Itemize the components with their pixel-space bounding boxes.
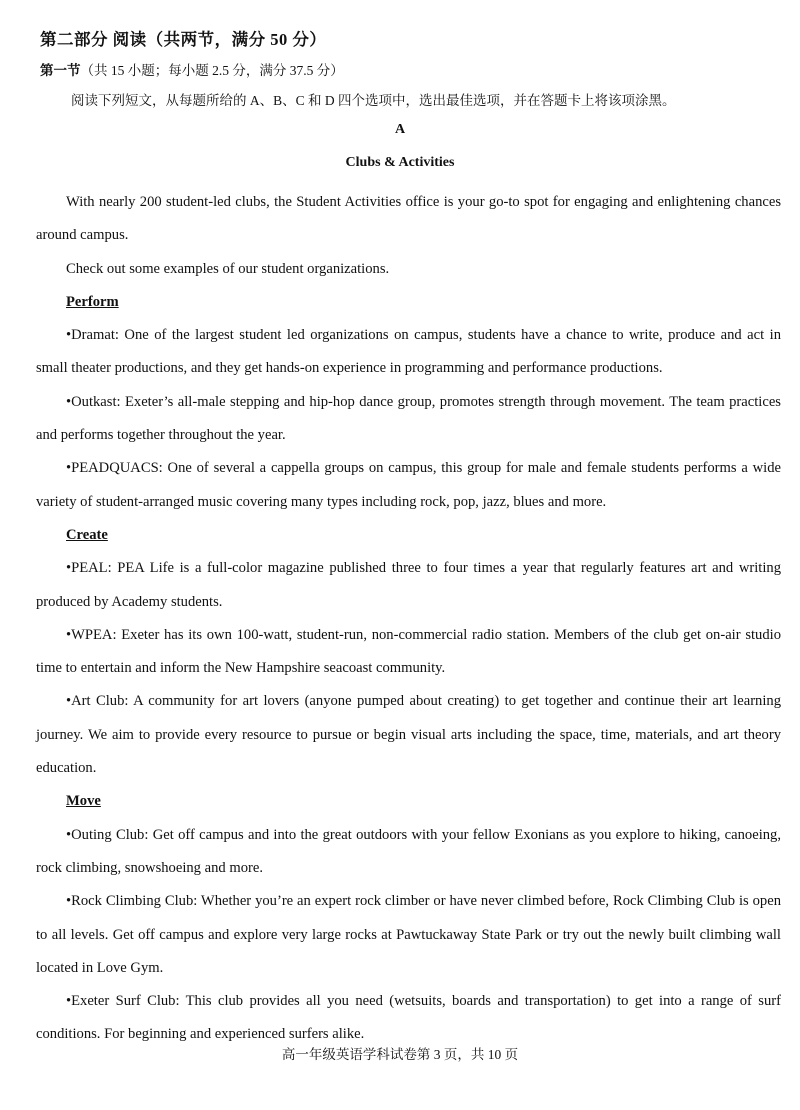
sub-section-detail: （共 15 小题；每小题 2.5 分，满分 37.5 分） [80, 63, 344, 78]
section-heading-create: Create [66, 526, 108, 543]
intro-paragraph: Check out some examples of our student organizations. [66, 260, 390, 277]
intro-paragraph: With nearly 200 student-led clubs, the Student Activities office is your go-to spot for engaging and enlightening chances around campus. [36, 194, 781, 244]
passage-body [36, 186, 781, 1052]
club-item: •Exeter Surf Club: This club provides all you need (wetsuits, boards and transportation) to get into a range of surf conditions. For beginning and experienced surfers alike. [36, 993, 781, 1043]
club-item: •Outing Club: Get off campus and into the great outdoors with your fellow Exonians as you explore to hiking, canoeing, rock climbing, snowshoeing and more. [36, 826, 781, 876]
section-heading-move: Move [66, 793, 101, 810]
section-title: 第二部分 阅读（共两节，满分 50 分） [40, 30, 327, 49]
section-heading-perform: Perform [66, 293, 119, 310]
club-item: •PEADQUACS: One of several a cappella groups on campus, this group for male and female students performs a wide variety of student-arranged music covering many types including rock, pop, jazz, blues and more. [36, 460, 781, 510]
club-item: •Art Club: A community for art lovers (anyone pumped about creating) to get together and continue their art learning journey. We aim to provide every resource to pursue or begin visual arts including the space, time, materials, and art theory education. [36, 693, 781, 777]
club-item: •Outkast: Exeter’s all-male stepping and hip-hop dance group, promotes strength through movement. The team practices and performs together throughout the year. [36, 393, 781, 444]
passage-title: Clubs & Activities [345, 155, 455, 170]
club-item: •Rock Climbing Club: Whether you’re an expert rock climber or have never climbed before, Rock Climbing Club is open to all levels. Get off campus and explore very large rocks at Pawtuckaway State Park or try out the newly built climbing wall located in Love Gym. [36, 893, 781, 976]
page-footer: 高一年级英语学科试卷第 3 页，共 10 页 [281, 1047, 519, 1062]
club-item: •PEAL: PEA Life is a full-color magazine published three to four times a year that regularly features art and writing produced by Academy students. [36, 560, 781, 610]
sub-section-label: 第一节 [40, 63, 81, 78]
club-item: •WPEA: Exeter has its own 100-watt, student-run, non-commercial radio station. Members of the club get on-air studio time to entertain and inform the New Hampshire seacoast community. [36, 626, 781, 677]
passage-letter: A [394, 122, 406, 137]
reading-instruction: 阅读下列短文，从每题所给的 A、B、C 和 D 四个选项中，选出最佳选项，并在答题卡上将该项涂黑。 [71, 93, 676, 108]
club-item: •Dramat: One of the largest student led organizations on campus, students have a chance to write, produce and act in small theater productions, and they get hands-on experience in programming and performance productions. [36, 327, 781, 377]
sub-section-title [40, 59, 344, 79]
